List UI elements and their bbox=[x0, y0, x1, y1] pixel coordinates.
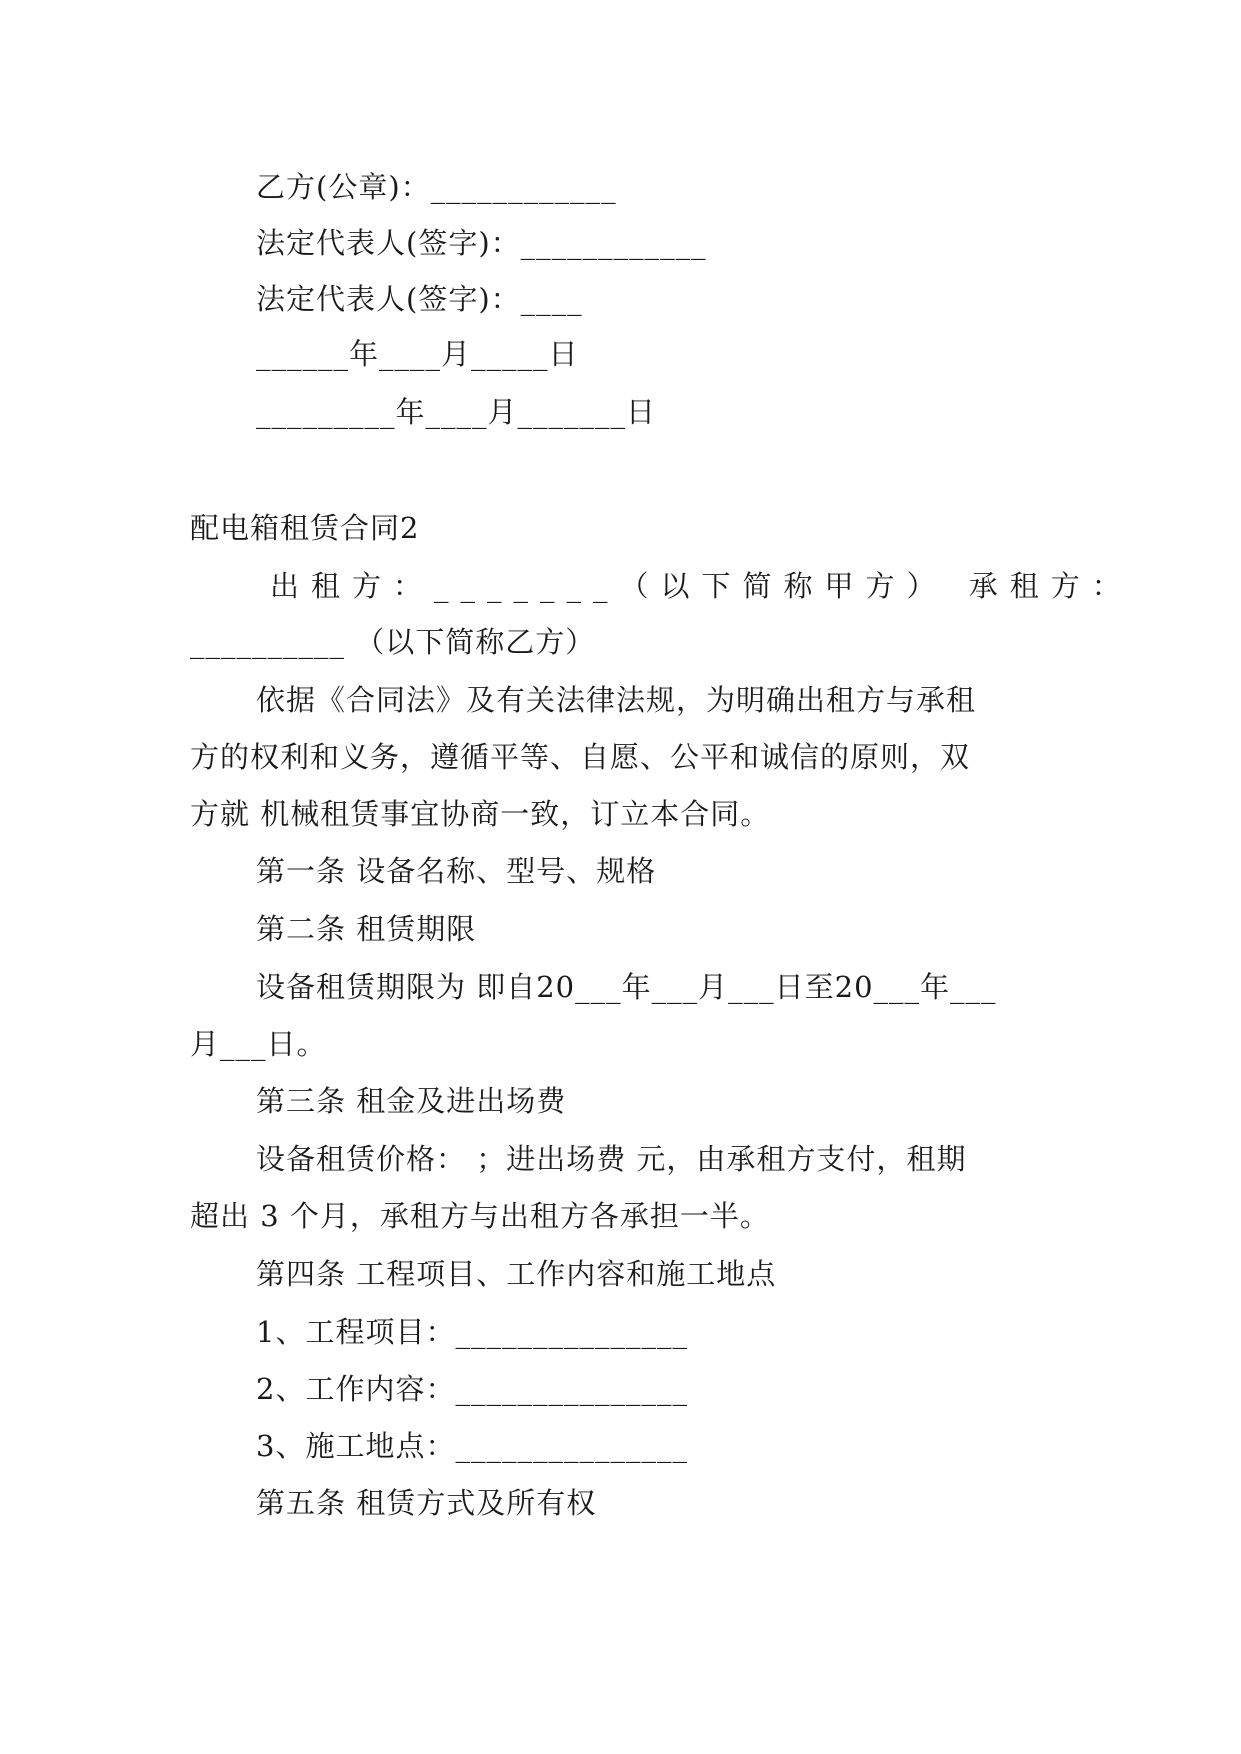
article-heading: 第四条 工程项目、工作内容和施工地点 bbox=[256, 1257, 777, 1291]
article-heading: 第一条 设备名称、型号、规格 bbox=[256, 854, 657, 888]
legal-representative-signature-line-2: 法定代表人(签字)：____ bbox=[256, 282, 583, 316]
parties-line-continued: __________ （以下简称乙方） bbox=[190, 625, 596, 659]
intro-paragraph-line: 方的权利和义务，遵循平等、自愿、公平和诚信的原则，双 bbox=[190, 740, 971, 774]
party-b-seal-line: 乙方(公章)：____________ bbox=[256, 170, 617, 204]
intro-paragraph-line: 方就 机械租赁事宜协商一致，订立本合同。 bbox=[190, 797, 771, 831]
rent-price-line: 设备租赁价格： ；进出场费 元，由承租方支付，租期 bbox=[256, 1142, 967, 1176]
signature-date-line: ______年____月_____日 bbox=[256, 337, 579, 371]
rent-price-line-continued: 超出 3 个月，承租方与出租方各承担一半。 bbox=[190, 1199, 770, 1233]
article-heading: 第五条 租赁方式及所有权 bbox=[256, 1486, 597, 1520]
parties-line: 出租方：_______（以下简称甲方） 承租方： bbox=[270, 569, 1133, 603]
lease-term-line-continued: 月___日。 bbox=[190, 1027, 327, 1061]
intro-paragraph-line: 依据《合同法》及有关法律法规，为明确出租方与承租 bbox=[256, 683, 977, 717]
article-heading: 第三条 租金及进出场费 bbox=[256, 1084, 567, 1118]
construction-site-item: 3、施工地点：_______________ bbox=[256, 1429, 688, 1463]
article-heading: 第二条 租赁期限 bbox=[256, 912, 477, 946]
work-content-item: 2、工作内容：_______________ bbox=[256, 1372, 688, 1406]
lease-term-line: 设备租赁期限为 即自20___年___月___日至20___年___ bbox=[256, 970, 997, 1004]
legal-representative-signature-line: 法定代表人(签字)：____________ bbox=[256, 226, 707, 260]
signature-date-line-2: _________年____月_______日 bbox=[256, 395, 657, 429]
project-item: 1、工程项目：_______________ bbox=[256, 1315, 688, 1349]
contract-title: 配电箱租赁合同2 bbox=[190, 511, 420, 545]
